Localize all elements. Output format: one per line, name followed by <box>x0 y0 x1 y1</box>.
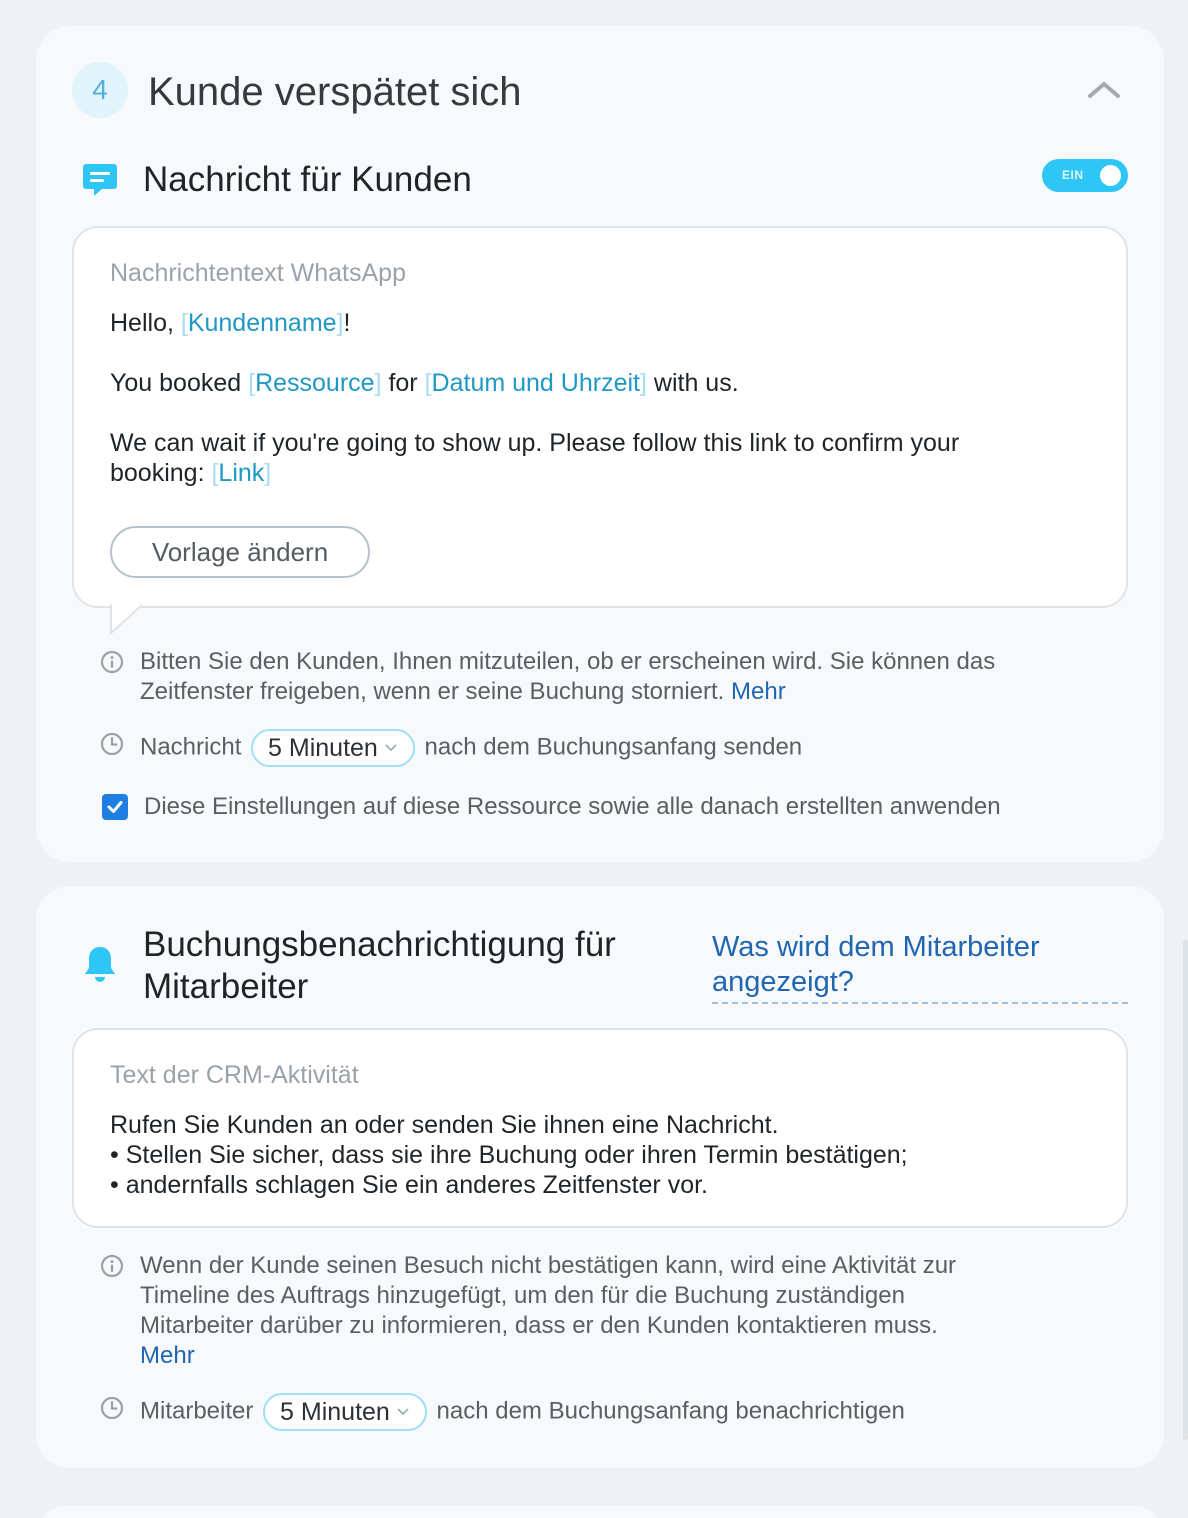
change-template-button[interactable]: Vorlage ändern <box>110 526 370 578</box>
message-box <box>72 226 1128 608</box>
apply-settings-label[interactable]: Diese Einstellungen auf diese Ressource sowie alle danach erstellten anwenden <box>144 793 1001 820</box>
chat-bubble-icon <box>80 160 120 200</box>
customer-timing-select[interactable]: 5 Minuten <box>251 729 415 767</box>
employee-info-text: Wenn der Kunde seinen Besuch nicht bestätigen kann, wird eine Aktivität zur Timeline des Auftrags hinzugefügt, um den für die Buchung zuständigen Mitarbeiter darüber zu informieren, dass er den Kunden kontaktieren muss. Mehr <box>140 1252 957 1369</box>
what-employee-sees-link[interactable]: Was wird dem Mitarbeiter angezeigt? <box>712 930 1128 1004</box>
message-line-2: You booked [Ressource] for [Datum und Uhrzeit] with us. <box>110 369 739 397</box>
customer-info-more-link[interactable]: Mehr <box>731 678 786 705</box>
message-line-3: We can wait if you're going to show up. Please follow this link to confirm your booking: [Link] <box>110 429 960 487</box>
employee-timing-row: Mitarbeiter 5 Minuten nach dem Buchungsanfang benachrichtigen <box>140 1393 905 1431</box>
late-customer-section <box>36 26 1164 862</box>
message-line-1: Hello, [Kundenname]! <box>110 309 351 337</box>
customer-timing-row: Nachricht 5 Minuten nach dem Buchungsanfang senden <box>140 729 802 767</box>
clock-icon <box>100 1396 124 1420</box>
customer-message-title: Nachricht für Kunden <box>143 160 472 199</box>
customer-info-text: Bitten Sie den Kunden, Ihnen mitzuteilen, ob er erscheinen wird. Sie können das Zeitfenster freigeben, wenn er seine Buchung storniert. Mehr <box>140 648 996 705</box>
customer-message-toggle[interactable] <box>1042 159 1128 192</box>
step-number-badge: 4 <box>72 62 128 118</box>
employee-info-more-link[interactable]: Mehr <box>140 1342 195 1369</box>
message-field-label: Nachrichtentext WhatsApp <box>110 259 406 287</box>
scrollbar[interactable] <box>1183 940 1188 1440</box>
section-title: Kunde verspätet sich <box>148 70 522 114</box>
chevron-down-icon <box>383 743 399 753</box>
employee-timing-select[interactable]: 5 Minuten <box>263 1393 427 1431</box>
employee-notification-section <box>36 886 1164 1468</box>
apply-settings-checkbox[interactable] <box>102 794 128 820</box>
crm-field-label: Text der CRM-Aktivität <box>110 1061 359 1089</box>
chevron-up-icon <box>1082 72 1126 108</box>
clock-icon <box>100 732 124 756</box>
token-resource[interactable]: [Ressource] <box>248 369 382 397</box>
token-customer-name[interactable]: [Kundenname] <box>180 309 344 337</box>
checkmark-icon <box>105 797 125 817</box>
info-icon <box>100 650 124 674</box>
chevron-down-icon <box>395 1407 411 1417</box>
speech-bubble-tail <box>110 604 146 636</box>
collapse-button[interactable] <box>1082 72 1126 108</box>
crm-activity-box <box>72 1028 1128 1228</box>
token-link[interactable]: [Link] <box>211 459 272 487</box>
toggle-knob <box>1100 165 1121 186</box>
message-text[interactable] <box>110 308 1100 488</box>
toggle-label: EIN <box>1062 168 1084 182</box>
token-date-time[interactable]: [Datum und Uhrzeit] <box>424 369 647 397</box>
bell-icon <box>80 944 120 984</box>
next-section-card <box>36 1506 1164 1518</box>
crm-activity-text[interactable]: Rufen Sie Kunden an oder senden Sie ihnen eine Nachricht. • Stellen Sie sicher, dass sie ihre Buchung oder ihren Termin bestätigen; • andernfalls schlagen Sie ein anderes Zeitfenster vor. <box>110 1111 908 1199</box>
employee-notification-title: Buchungsbenachrichtigung für Mitarbeiter <box>143 925 616 1006</box>
info-icon <box>100 1254 124 1278</box>
